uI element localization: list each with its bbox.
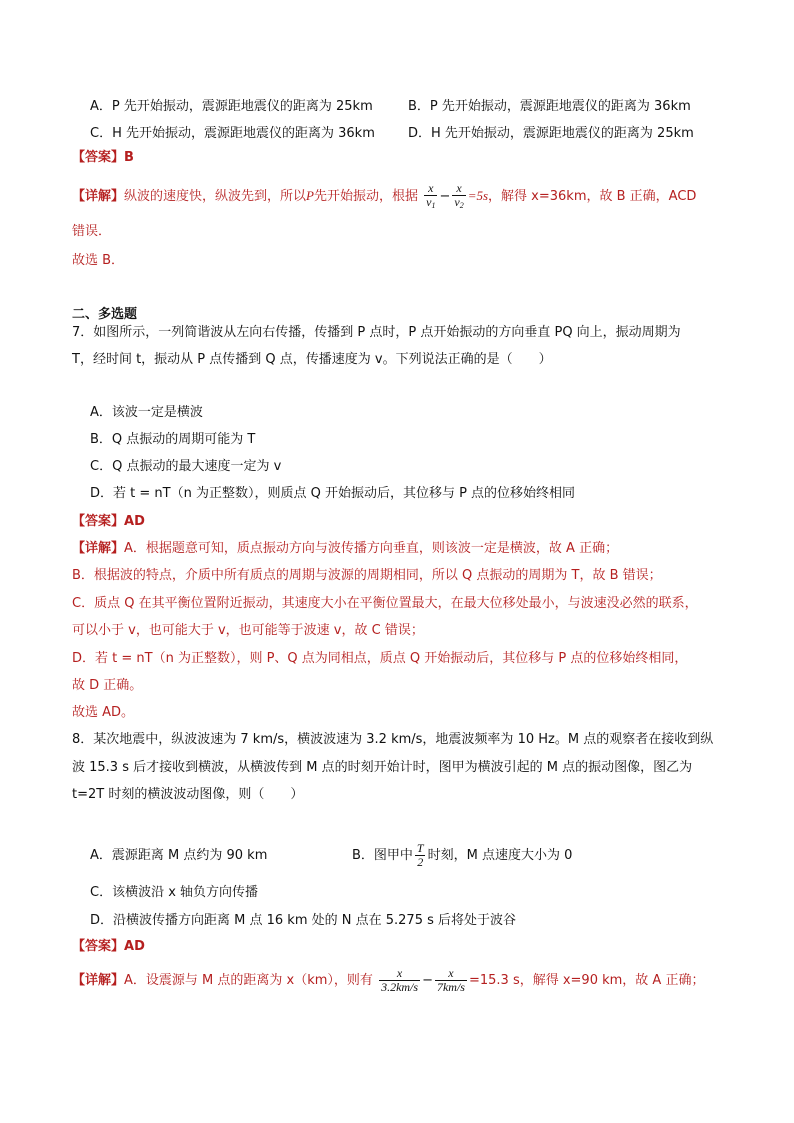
q6-answer bbox=[72, 148, 728, 168]
fraction-x-over-7 bbox=[435, 967, 467, 994]
equation-rhs: =5s bbox=[467, 188, 489, 203]
minus-sign: − bbox=[439, 189, 451, 204]
q8-answer bbox=[72, 937, 728, 957]
detail-text: 纵波的速度快，纵波先到，所以 bbox=[124, 189, 307, 204]
section-title: 二、多选题 bbox=[72, 307, 138, 322]
detail-label: 【详解】 bbox=[72, 189, 125, 204]
q7-answer bbox=[72, 512, 728, 532]
q8-stem-line2: 波 15.3 s 后才接收到横波，从横波传到 M 点的时刻开始计时，图甲为横波引起的 M 点的振动图像，图乙为 bbox=[72, 760, 693, 775]
q8-option-a: A．震源距离 M 点约为 90 km bbox=[90, 848, 268, 863]
frac-den: $v_2$ bbox=[454, 194, 464, 210]
q7-detail-line1 bbox=[72, 539, 728, 559]
answer-label: 【答案】 bbox=[72, 150, 125, 165]
frac-num: x bbox=[448, 966, 454, 980]
q6-detail-cont: 错误． bbox=[72, 224, 112, 239]
q7-option-b: B．Q 点振动的周期可能为 T bbox=[90, 432, 256, 447]
q7-option-d: D．若 t = nT（n 为正整数），则质点 Q 开始振动后，其位移与 P 点的位移始终相同 bbox=[90, 486, 576, 501]
q8-stem-line3: t=2T 时刻的横波波动图像，则（ ） bbox=[72, 787, 304, 802]
answer-label: 【答案】 bbox=[72, 514, 125, 529]
detail-label: 【详解】 bbox=[72, 541, 125, 556]
detail-label: 【详解】 bbox=[72, 973, 125, 988]
q8-option-b bbox=[352, 836, 572, 876]
detail-var: P bbox=[306, 188, 314, 203]
frac-num: T bbox=[416, 841, 424, 855]
q6-option-d: D．H 先开始振动，震源距地震仪的距离为 25km bbox=[408, 126, 694, 141]
option-text: B．图甲中 bbox=[352, 848, 413, 863]
q6-option-b: B．P 先开始振动，震源距地震仪的距离为 36km bbox=[408, 99, 691, 114]
frac-den: 2 bbox=[417, 855, 424, 869]
fraction-x-over-v1 bbox=[424, 182, 437, 212]
answer-value: B bbox=[124, 150, 134, 165]
fraction-t-over-2 bbox=[415, 842, 426, 869]
detail-text: =15.3 s，解得 x=90 km，故 A 正确； bbox=[468, 973, 705, 988]
minus-sign: − bbox=[422, 973, 433, 988]
frac-num: x bbox=[396, 966, 403, 980]
q6-conclusion: 故选 B． bbox=[72, 253, 125, 268]
q7-stem-line2: T，经时间 t，振动从 P 点传播到 Q 点，传播速度为 v。下列说法正确的是（ ） bbox=[72, 352, 552, 367]
q7-detail-line5: D．若 t = nT（n 为正整数），则 P、Q 点为同相点，质点 Q 开始振动后，其位移与 P 点的位移始终相同， bbox=[72, 651, 688, 666]
answer-label: 【答案】 bbox=[72, 939, 125, 954]
answer-value: AD bbox=[124, 939, 145, 954]
frac-num: x bbox=[456, 180, 462, 195]
q7-detail-line6: 故 D 正确。 bbox=[72, 678, 143, 693]
detail-text: 先开始振动，根据 bbox=[313, 189, 418, 204]
q8-stem-line1: 8．某次地震中，纵波波速为 7 km/s，横波波速为 3.2 km/s，地震波频率为 10 Hz。M 点的观察者在接收到纵 bbox=[72, 732, 714, 747]
q7-option-c: C．Q 点振动的最大速度一定为 v bbox=[90, 459, 282, 474]
frac-den: 7km/s bbox=[436, 980, 465, 994]
q7-detail-line2: B．根据波的特点，介质中所有质点的周期与波源的周期相同，所以 Q 点振动的周期为 T，故 B 错误； bbox=[72, 568, 662, 583]
frac-den: 3.2km/s bbox=[381, 980, 419, 994]
q7-detail-line3: C．质点 Q 在其平衡位置附近振动，其速度大小在平衡位置最大，在最大位移处最小，与波速没必然的联系， bbox=[72, 596, 698, 611]
frac-num: x bbox=[428, 180, 434, 195]
q6-option-c: C．H 先开始振动，震源距地震仪的距离为 36km bbox=[90, 126, 375, 141]
q7-detail-line4: 可以小于 v，也可能大于 v，也可能等于波速 v，故 C 错误； bbox=[72, 623, 424, 638]
detail-text: ，解得 x=36km，故 B 正确，ACD bbox=[488, 189, 697, 204]
detail-text: A．根据题意可知，质点振动方向与波传播方向垂直，则该波一定是横波，故 A 正确； bbox=[124, 541, 619, 556]
q6-option-a: A．P 先开始振动，震源距地震仪的距离为 25km bbox=[90, 99, 373, 114]
answer-value: AD bbox=[124, 514, 145, 529]
q7-option-a: A．该波一定是横波 bbox=[90, 405, 203, 420]
q6-detail bbox=[72, 181, 728, 212]
q7-stem-line1: 7．如图所示，一列简谐波从左向右传播，传播到 P 点时，P 点开始振动的方向垂直 PQ 向上，振动周期为 bbox=[72, 325, 681, 340]
frac-den: $v_1$ bbox=[426, 194, 436, 210]
q8-option-c: C．该横波沿 x 轴负方向传播 bbox=[90, 885, 259, 900]
fraction-x-over-3-2 bbox=[379, 967, 420, 994]
fraction-x-over-v2 bbox=[452, 182, 465, 212]
q8-detail-line1 bbox=[72, 964, 728, 998]
q7-conclusion: 故选 AD。 bbox=[72, 705, 135, 720]
option-text: 时刻，M 点速度大小为 0 bbox=[427, 848, 573, 863]
q8-option-d: D．沿横波传播方向距离 M 点 16 km 处的 N 点在 5.275 s 后将处于波谷 bbox=[90, 913, 516, 928]
detail-text: A．设震源与 M 点的距离为 x（km），则有 bbox=[124, 973, 373, 988]
